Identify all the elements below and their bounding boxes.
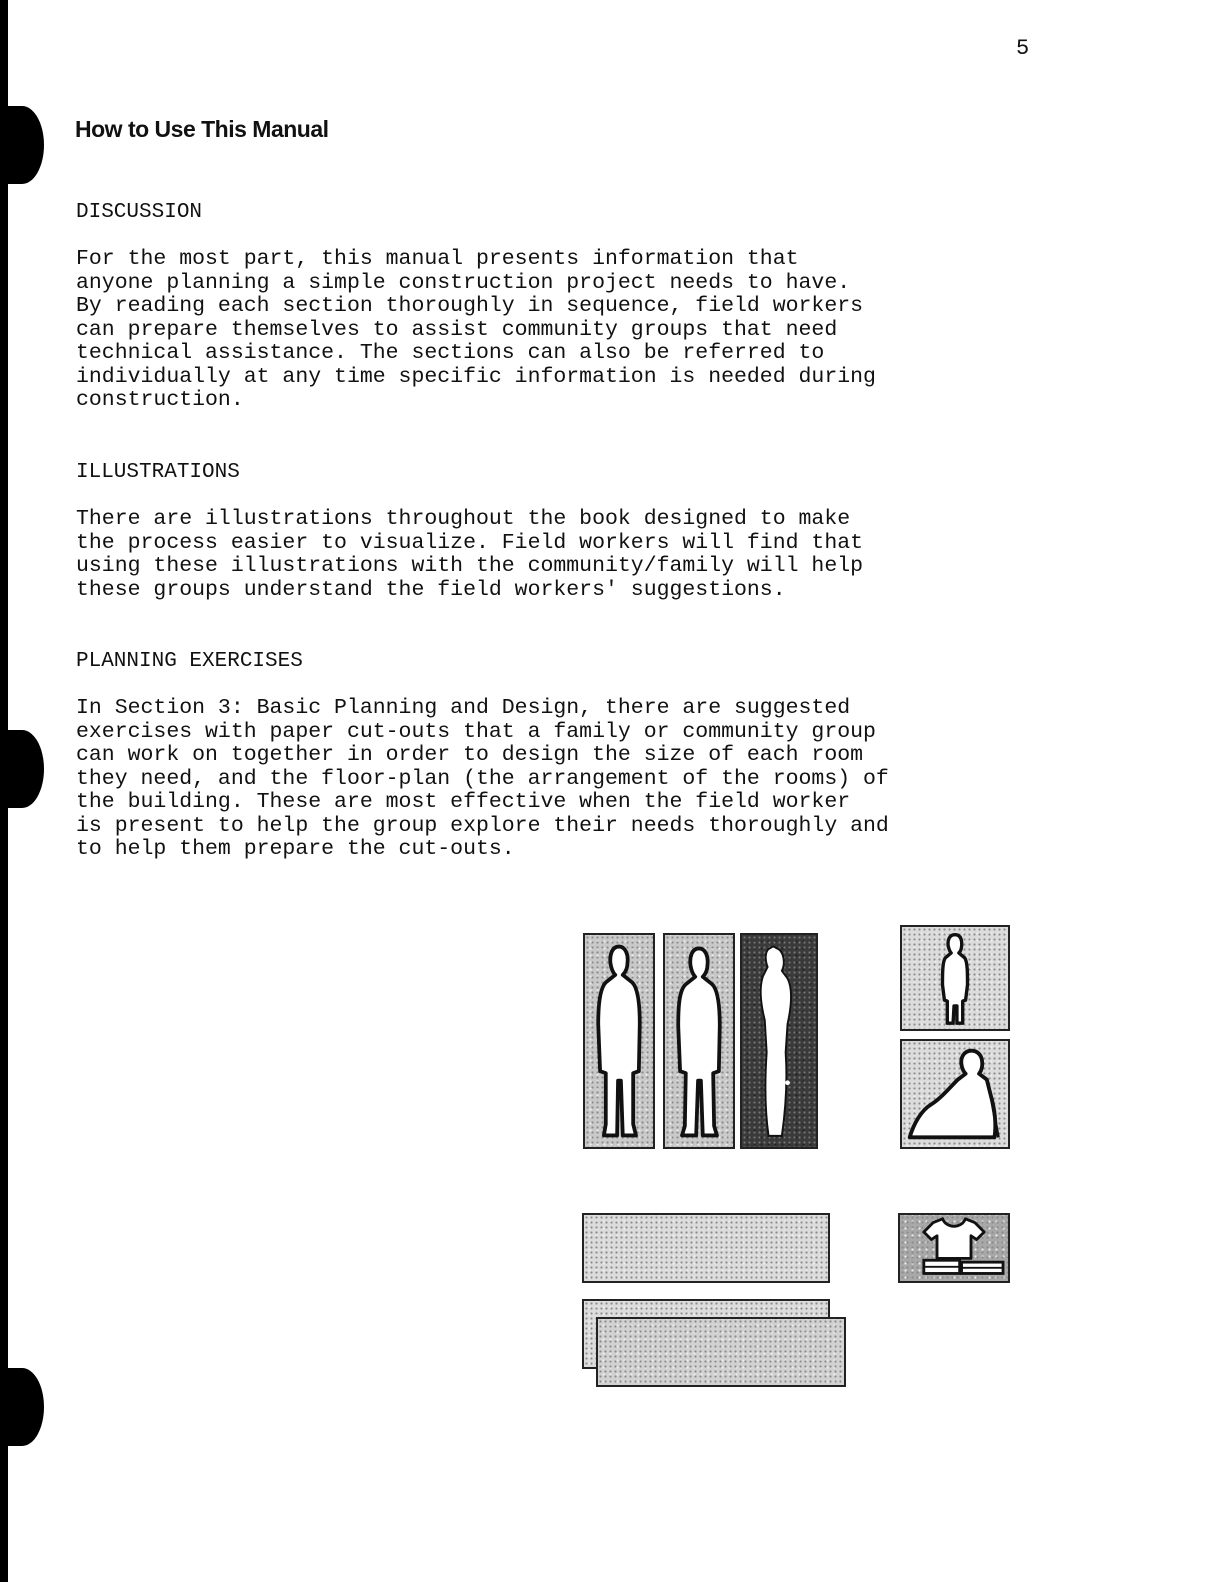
binder-hole [0, 106, 44, 184]
section-heading: DISCUSSION [76, 201, 203, 224]
section-body: In Section 3: Basic Planning and Design, there are suggested exercises with paper cut-outs that a family or community group can work on together in order to design the size of each room they need, and the floor-plan (the arrangement of the rooms) of the building. These are most effective when the field worker is present to help the group explore their needs thoroughly and to help them prepare the cut-outs. [76, 696, 889, 861]
binder-hole [0, 730, 44, 808]
section-body: For the most part, this manual presents information that anyone planning a simple construction project needs to have. By reading each section thoroughly in sequence, field workers can prepare themselves to assist community groups that need technical assistance. The sections can also be referred to individually at any time specific information is needed during construction. [76, 247, 876, 412]
section-heading: PLANNING EXERCISES [76, 650, 303, 673]
child-cutout-icon [900, 925, 1010, 1031]
standing-man-cutout-icon [583, 933, 655, 1149]
standing-man-cutout-icon [663, 933, 735, 1149]
furniture-rectangle-cutout [582, 1213, 830, 1283]
page-title: How to Use This Manual [75, 116, 329, 142]
standing-woman-cutout-icon [740, 933, 818, 1149]
page-number: 5 [1016, 36, 1030, 61]
binder-hole [0, 1368, 44, 1446]
section-heading: ILLUSTRATIONS [76, 461, 240, 484]
furniture-front-cutout [596, 1317, 846, 1387]
seated-person-cutout-icon [900, 1039, 1010, 1149]
clothing-storage-cutout-icon [898, 1213, 1010, 1283]
section-body: There are illustrations throughout the book designed to make the process easier to visualize. Field workers will find that using these illustrations with the community/family will help these groups understand the field workers' suggestions. [76, 507, 864, 602]
cutout-figure [580, 925, 1020, 1395]
